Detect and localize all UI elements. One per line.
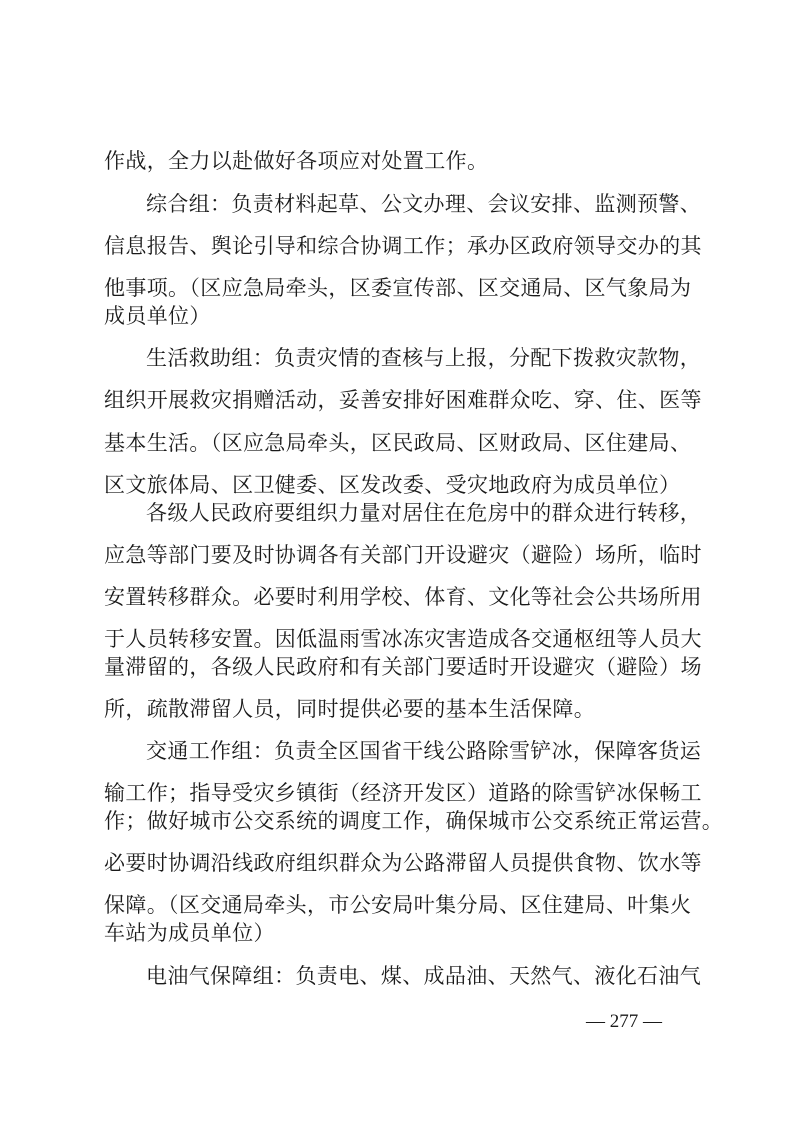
text-line: 信息报告、舆论引导和综合协调工作；承办区政府领导交办的其 <box>104 234 702 258</box>
text-line: 输工作；指导受灾乡镇街（经济开发区）道路的除雪铲冰保畅工 <box>104 781 702 805</box>
text-line: 安置转移群众。必要时利用学校、体育、文化等社会公共场所用 <box>104 585 702 609</box>
text-line: 必要时协调沿线政府组织群众为公路滞留人员提供食物、饮水等 <box>104 851 702 875</box>
text-line: 交通工作组：负责全区国省干线公路除雪铲冰，保障客货运 <box>146 739 702 763</box>
text-line: 成员单位） <box>104 304 211 328</box>
text-line: 组织开展救灾捐赠活动，妥善安排好困难群众吃、穿、住、医等 <box>104 388 702 412</box>
text-line: 所，疏散滞留人员，同时提供必要的基本生活保障。 <box>104 697 596 721</box>
text-line: 各级人民政府要组织力量对居住在危房中的群众进行转移， <box>146 501 702 525</box>
text-line: 保障。（区交通局牵头，市公安局叶集分局、区住建局、叶集火 <box>104 893 692 917</box>
text-line: 综合组：负责材料起草、公文办理、会议安排、监测预警、 <box>146 192 702 216</box>
text-line: 生活救助组：负责灾情的查核与上报，分配下拨救灾款物， <box>146 346 702 370</box>
text-line: 电油气保障组：负责电、煤、成品油、天然气、液化石油气 <box>146 964 702 988</box>
text-line: 作战，全力以赴做好各项应对处置工作。 <box>104 149 489 173</box>
page-number: — 277 — <box>586 1011 662 1032</box>
text-line: 他事项。（区应急局牵头，区委宣传部、区交通局、区气象局为 <box>104 276 692 300</box>
text-line: 于人员转移安置。因低温雨雪冰冻灾害造成各交通枢纽等人员大 <box>104 627 702 651</box>
text-line: 基本生活。（区应急局牵头，区民政局、区财政局、区住建局、 <box>104 431 692 455</box>
text-line: 作；做好城市公交系统的调度工作，确保城市公交系统正常运营。 <box>104 809 724 833</box>
text-line: 量滞留的，各级人民政府和有关部门要适时开设避灾（避险）场 <box>104 655 702 679</box>
text-line: 区文旅体局、区卫健委、区发改委、受灾地政府为成员单位） <box>104 473 681 497</box>
text-line: 应急等部门要及时协调各有关部门开设避灾（避险）场所，临时 <box>104 543 702 567</box>
text-line: 车站为成员单位） <box>104 921 275 945</box>
